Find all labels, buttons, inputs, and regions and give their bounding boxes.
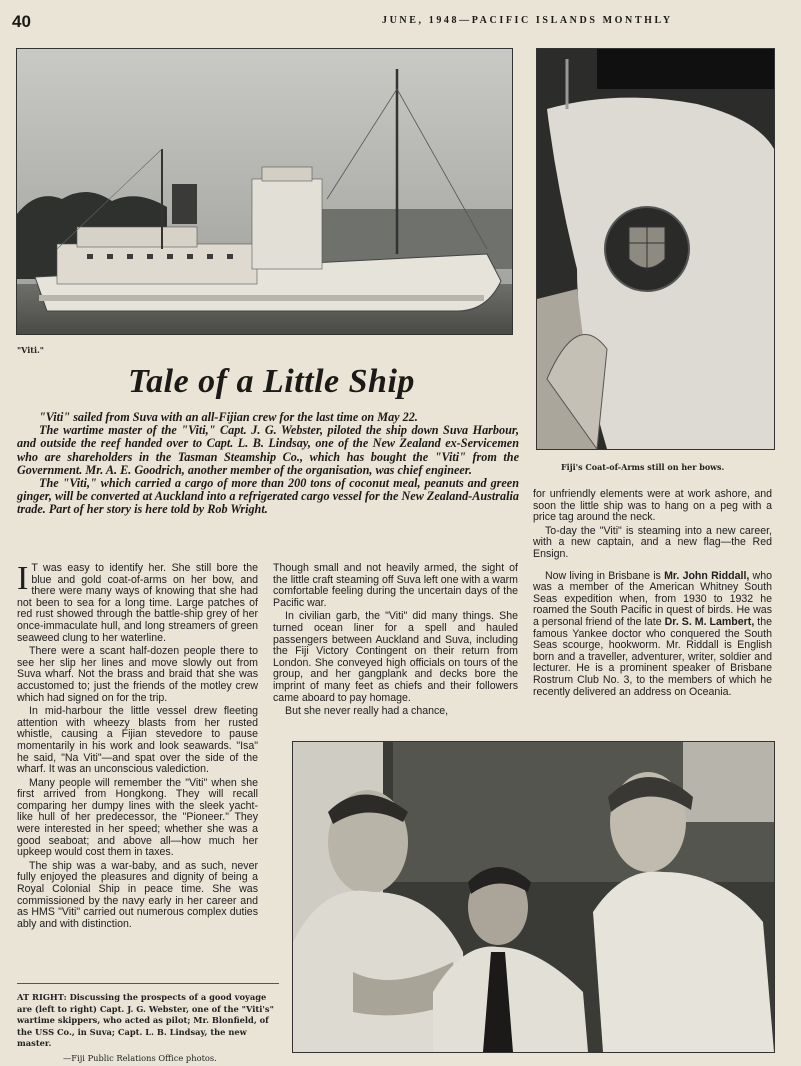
body-column-1 — [17, 560, 258, 930]
photo-credit: —Fiji Public Relations Office photos. — [63, 1052, 217, 1063]
body-paragraph: Though small and not heavily armed, the sight of the little craft steaming off Suva left one with a warm comfortable feeling during the uncertain days of the Pacific war. — [273, 562, 518, 609]
caption-text: AT RIGHT: Discussing the prospects of a good voyage are (left to right) Capt. J. G. Webster, one of the "Viti's" wartime skippers, who acted as pilot; Mr. Blonfield, of the USS Co., in Suva; Capt. L. B. Lindsay, the new master. — [17, 992, 274, 1048]
body-paragraph: In mid-harbour the little vessel drew fleeting attention with wheezy blasts from her rusted whistle, causing a Fijian stevedore to pause momentarily in his work and look seawards. "Isa" he said, "Na Viti"—and spat over the side of the wharf. It was an unconscious valediction. — [17, 705, 258, 776]
body-paragraph: The ship was a war-baby, and as such, never fully enjoyed the pleasures and dignity of being a Royal Colonial Ship in peace time. She was commissioned by the navy early in her career and as HMS "Viti" carried out numerous complex duties ably and with distinction. — [17, 859, 258, 930]
crew-photo-caption — [17, 992, 279, 1064]
drop-cap: I — [17, 560, 29, 597]
intro-paragraph: "Viti" sailed from Suva with an all-Fijian crew for the last time on May 22. — [39, 410, 418, 424]
body-column-3 — [533, 489, 772, 698]
body-paragraph: To-day the "Viti" is steaming into a new career, with a new captain, and a new flag—the Red Ensign. — [533, 524, 772, 560]
paragraph-text: who was a member of the American Whitney South Seas expedition when, from 1930 to 1932 he roamed the South Pacific in quest of birds. He was a personal friend of the late — [533, 569, 772, 628]
body-column-2 — [273, 563, 518, 718]
body-paragraph: But she never really had a chance, — [285, 705, 449, 718]
riddall-paragraph — [533, 571, 772, 699]
body-paragraph: There were a scant half-dozen people there to see her slip her lines and move slowly out from Suva wharf. Not the brass and braid that she was accustomed to; just the friends of the motley crew which had signed on for the trip. — [17, 645, 258, 704]
article-title: Tale of a Little Ship — [128, 363, 415, 400]
coat-of-arms-caption: Fiji's Coat-of-Arms still on her bows. — [561, 462, 725, 472]
running-head: JUNE, 1948—PACIFIC ISLANDS MONTHLY — [382, 15, 673, 26]
body-paragraph — [17, 560, 258, 644]
article-intro — [17, 411, 519, 517]
crew-photo — [292, 741, 775, 1053]
paragraph-text: the famous Yankee doctor who conquered the South Seas scourge, hookworm. Mr. Riddall is English born and a traveller, adventurer, writer, soldier and lecturer. He is a prominent speaker of Brisbane Rostrum Club No. 3, to the members of which he recently delivered an address on Oceania. — [533, 615, 773, 698]
person-name: Dr. S. M. Lambert, — [664, 615, 755, 628]
paragraph-text: T was easy to identify her. She still bore the blue and gold coat-of-arms on her bow, and there were many ways of knowing that she had not been to sea for a long time. Large patches of red rust showed through the battle-ship grey of her once-immaculate hull, and long streamers of green seaweed clung to her waterline. — [17, 562, 258, 644]
paragraph-text: Now living in Brisbane is — [545, 569, 665, 582]
intro-paragraph: The wartime master of the "Viti," Capt. J. G. Webster, piloted the ship down Suva Harbour, and outside the reef handed over to Capt. L. B. Lindsay, one of the New Zealand ex-Servicemen who are shareholders in the Tasman Steamship Co., which has bought the "Viti" from the Government. Mr. A. E. Goodrich, another member of the organisation, was chief engineer. — [17, 423, 519, 477]
body-paragraph: In civilian garb, the "Viti" did many things. She turned ocean liner for a spell and hauled passengers between Auckland and Suva, including the Fiji Victory Contingent on their return from London. She conveyed high officials on tours of the group, and her gangplank and decks bore the imprint of many feet as chiefs and their followers came aboard to pay homage. — [273, 610, 518, 704]
body-paragraph: Many people will remember the "Viti" when she first arrived from Hongkong. They will recall comparing her dumpy lines with the sleek yacht-like hull of her predecessor, the "Pioneer." They were interested in her speed; whether she was a good seaboat; and above all—how much her upkeep would cost them in taxes. — [17, 776, 258, 859]
coat-of-arms-photo — [536, 48, 775, 450]
ship-photo — [16, 48, 513, 335]
body-paragraph: for unfriendly elements were at work ashore, and soon the little ship was to hang on a peg with a price tag around the neck. — [533, 488, 772, 524]
intro-paragraph: The "Viti," which carried a cargo of more than 200 tons of coconut meal, peanuts and green ginger, will be converted at Auckland into a refrigerated cargo vessel for the New Zealand-Australia trade. Part of her story is here told by Rob Wright. — [17, 476, 519, 517]
page-number: 40 — [12, 12, 31, 31]
ship-photo-caption: "Viti." — [17, 345, 44, 355]
person-name: Mr. John Riddall, — [664, 569, 750, 582]
caption-rule — [17, 983, 279, 984]
